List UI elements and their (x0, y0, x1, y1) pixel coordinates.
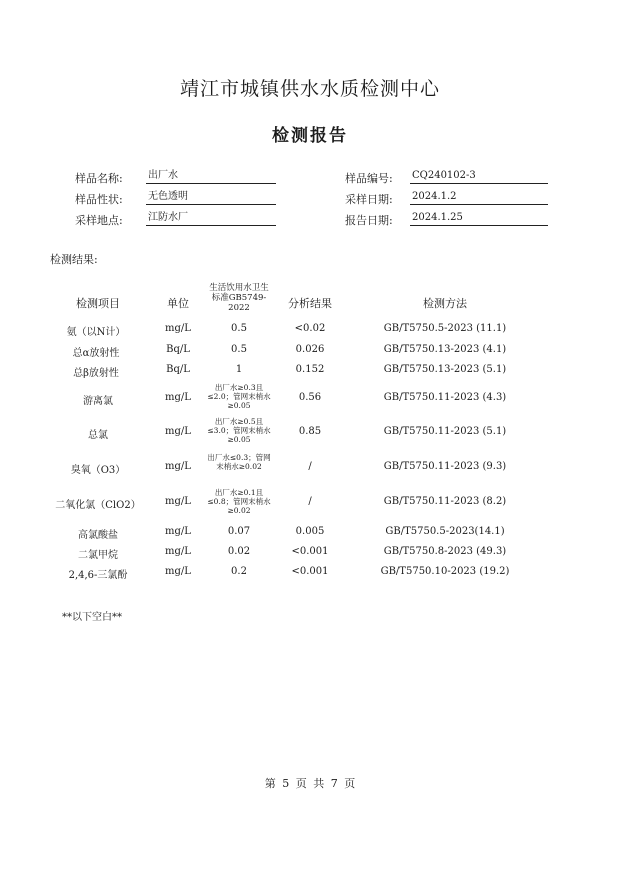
row-4-result: 0.56 (298, 392, 322, 403)
row-3-unit: Bq/L (166, 364, 190, 375)
report-title: 检测报告 (272, 126, 348, 146)
sampling-date-label: 采样日期: (345, 193, 393, 206)
row-4-unit: mg/L (165, 392, 191, 403)
row-5-method: GB/T5750.11-2023 (5.1) (383, 426, 507, 437)
row-6-item: 臭氧（O3） (70, 465, 126, 476)
row-1-method: GB/T5750.5-2023 (11.1) (383, 323, 507, 334)
row-1-standard: 0.5 (231, 323, 247, 334)
row-5-unit: mg/L (165, 426, 191, 437)
row-4-method: GB/T5750.11-2023 (4.3) (383, 392, 507, 403)
row-8-result: 0.005 (295, 526, 325, 537)
results-label: 检测结果: (50, 253, 98, 266)
row-2-method: GB/T5750.13-2023 (4.1) (383, 344, 507, 355)
row-8-standard: 0.07 (227, 526, 251, 537)
row-9-unit: mg/L (165, 546, 191, 557)
row-8-unit: mg/L (165, 526, 191, 537)
sample-name-value: 出厂水 (146, 169, 276, 184)
sampling-date-value: 2024.1.2 (410, 190, 548, 205)
row-7-unit: mg/L (165, 496, 191, 507)
header-method: 检测方法 (423, 297, 467, 310)
row-3-method: GB/T5750.13-2023 (5.1) (383, 364, 507, 375)
sampling-location-value: 江防水厂 (146, 211, 276, 226)
row-5-standard: 出厂水≥0.5且≤3.0；管网末梢水≥0.05 (207, 417, 271, 444)
sample-property-value: 无色透明 (146, 190, 276, 205)
row-3-standard: 1 (235, 364, 243, 375)
header-item: 检测项目 (76, 297, 120, 310)
row-10-item: 2,4,6-三氯酚 (68, 570, 128, 581)
header-unit: 单位 (167, 297, 189, 310)
row-8-item: 高氯酸盐 (78, 530, 118, 541)
row-9-method: GB/T5750.8-2023 (49.3) (383, 546, 507, 557)
row-3-item: 总β放射性 (73, 368, 119, 379)
row-10-unit: mg/L (165, 566, 191, 577)
row-9-item: 二氯甲烷 (78, 550, 118, 561)
blank-note: **以下空白** (62, 612, 122, 623)
row-1-item: 氨（以N计） (66, 327, 126, 338)
row-7-item: 二氧化氯（ClO2） (55, 500, 141, 511)
report-date-label: 报告日期: (345, 214, 393, 227)
row-2-unit: Bq/L (166, 344, 190, 355)
row-8-method: GB/T5750.5-2023(14.1) (385, 526, 505, 537)
row-4-item: 游离氯 (83, 396, 113, 407)
row-1-unit: mg/L (165, 323, 191, 334)
row-5-item: 总氯 (88, 430, 108, 441)
row-2-result: 0.026 (295, 344, 325, 355)
row-10-standard: 0.2 (231, 566, 247, 577)
sample-name-label: 样品名称: (75, 172, 123, 185)
organization-name: 靖江市城镇供水水质检测中心 (179, 78, 440, 100)
row-1-result: <0.02 (294, 323, 326, 334)
row-2-standard: 0.5 (231, 344, 247, 355)
report-date-value: 2024.1.25 (410, 211, 548, 226)
row-4-standard: 出厂水≥0.3且≤2.0；管网末梢水≥0.05 (207, 383, 271, 410)
row-7-method: GB/T5750.11-2023 (8.2) (383, 496, 507, 507)
row-6-result: / (308, 461, 312, 472)
row-7-result: / (308, 496, 312, 507)
row-5-result: 0.85 (298, 426, 322, 437)
row-7-standard: 出厂水≥0.1且≤0.8；管网末梢水≥0.02 (207, 488, 271, 515)
sample-property-label: 样品性状: (75, 193, 123, 206)
sampling-location-label: 采样地点: (75, 214, 123, 227)
sample-id-label: 样品编号: (345, 172, 393, 185)
page-footer: 第 5 页 共 7 页 (264, 777, 356, 790)
row-10-result: <0.001 (291, 566, 329, 577)
header-result: 分析结果 (288, 297, 332, 310)
row-6-method: GB/T5750.11-2023 (9.3) (383, 461, 507, 472)
row-6-standard: 出厂水≤0.3；管网末梢水≥0.02 (207, 453, 271, 471)
row-2-item: 总α放射性 (72, 348, 120, 359)
row-10-method: GB/T5750.10-2023 (19.2) (380, 566, 510, 577)
header-standard: 生活饮用水卫生标准GB5749-2022 (209, 283, 269, 313)
row-3-result: 0.152 (295, 364, 325, 375)
row-6-unit: mg/L (165, 461, 191, 472)
sample-id-value: CQ240102-3 (410, 169, 548, 184)
row-9-result: <0.001 (291, 546, 329, 557)
row-9-standard: 0.02 (227, 546, 251, 557)
